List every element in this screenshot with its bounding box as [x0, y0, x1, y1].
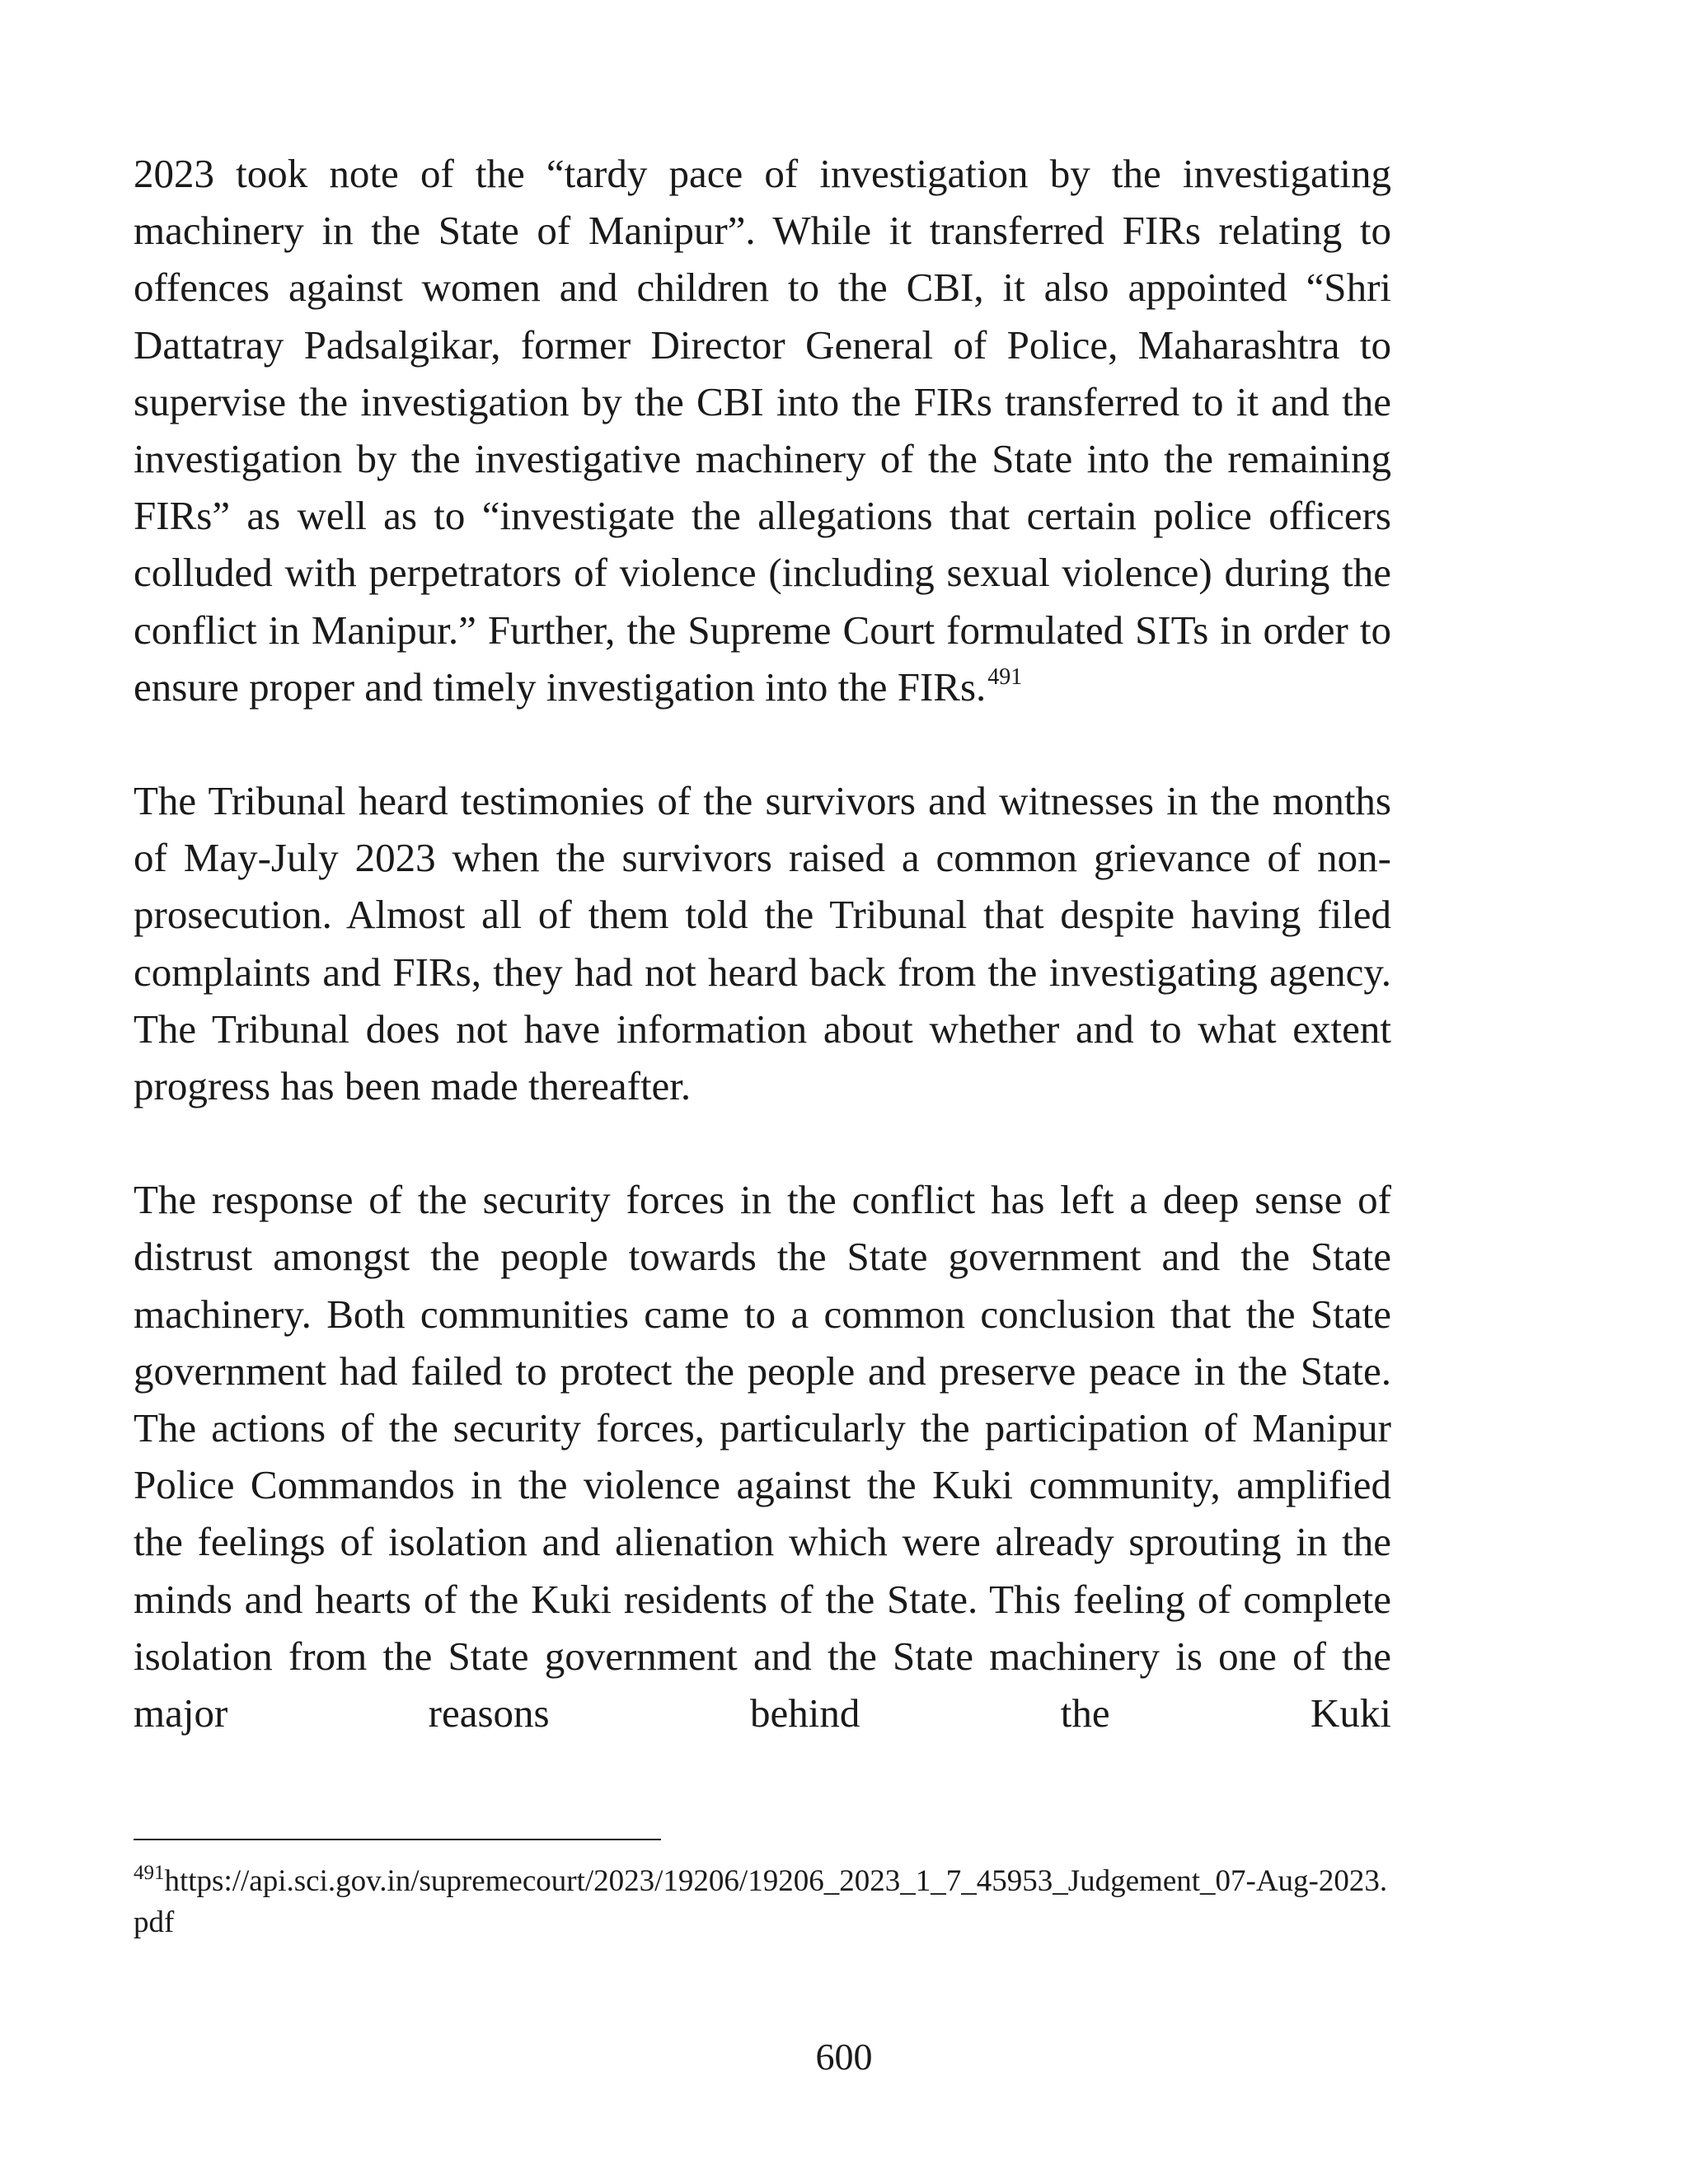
document-body — [134, 145, 1391, 1741]
paragraph-text: The response of the security forces in the conflict has left a deep sense of distrust amongst the people towards the State government and the State machinery. Both communities came to a common conclusion that the State government had failed to protect the people and preserve peace in the State. The actions of the security forces, particularly the participation of Manipur Police Commandos in the violence against the Kuki community, amplified the feelings of isolation and alienation which were already sprouting in the minds and hearts of the Kuki residents of the State. This feeling of complete isolation from the State government and the State machinery is one of the major reasons behind the Kuki — [134, 1177, 1391, 1736]
paragraph-text: The Tribunal heard testimonies of the survivors and witnesses in the months of May-July 2023 when the survivors raised a common grievance of non-prosecution. Almost all of them told the Tribunal that despite having filed complaints and FIRs, they had not heard back from the investigating agency. The Tribunal does not have information about whether and to what extent progress has been made thereafter. — [134, 778, 1391, 1109]
paragraph-security-forces — [134, 1171, 1391, 1741]
paragraph-investigation — [134, 145, 1391, 715]
paragraph-text: 2023 took note of the “tardy pace of investigation by the investigating machinery in the State of Manipur”. While it transferred FIRs relating to offences against women and children to the CBI, it also appointed “Shri Dattatray Padsalgikar, former Director General of Police, Maharashtra to supervise the investigation by the CBI into the FIRs transferred to it and the investigation by the investigative machinery of the State into the remaining FIRs” as well as to “investigate the allegations that certain police officers colluded with perpetrators of violence (including sexual violence) during the conflict in Manipur.” Further, the Supreme Court formulated SITs in order to ensure proper and timely investigation into the FIRs. — [134, 151, 1391, 710]
footnote-divider — [134, 1839, 661, 1840]
footnote-url[interactable]: https://api.sci.gov.in/supremecourt/2023/19206/19206_2023_1_7_45953_Judgement_07-Aug-2023.pdf — [134, 1864, 1388, 1939]
page-number: 600 — [815, 2036, 873, 2078]
footnote-number: 491 — [134, 1862, 165, 1884]
footnote-reference[interactable]: 491 — [987, 663, 1023, 690]
paragraph-testimonies — [134, 772, 1391, 1114]
footnote — [134, 1861, 1391, 1943]
